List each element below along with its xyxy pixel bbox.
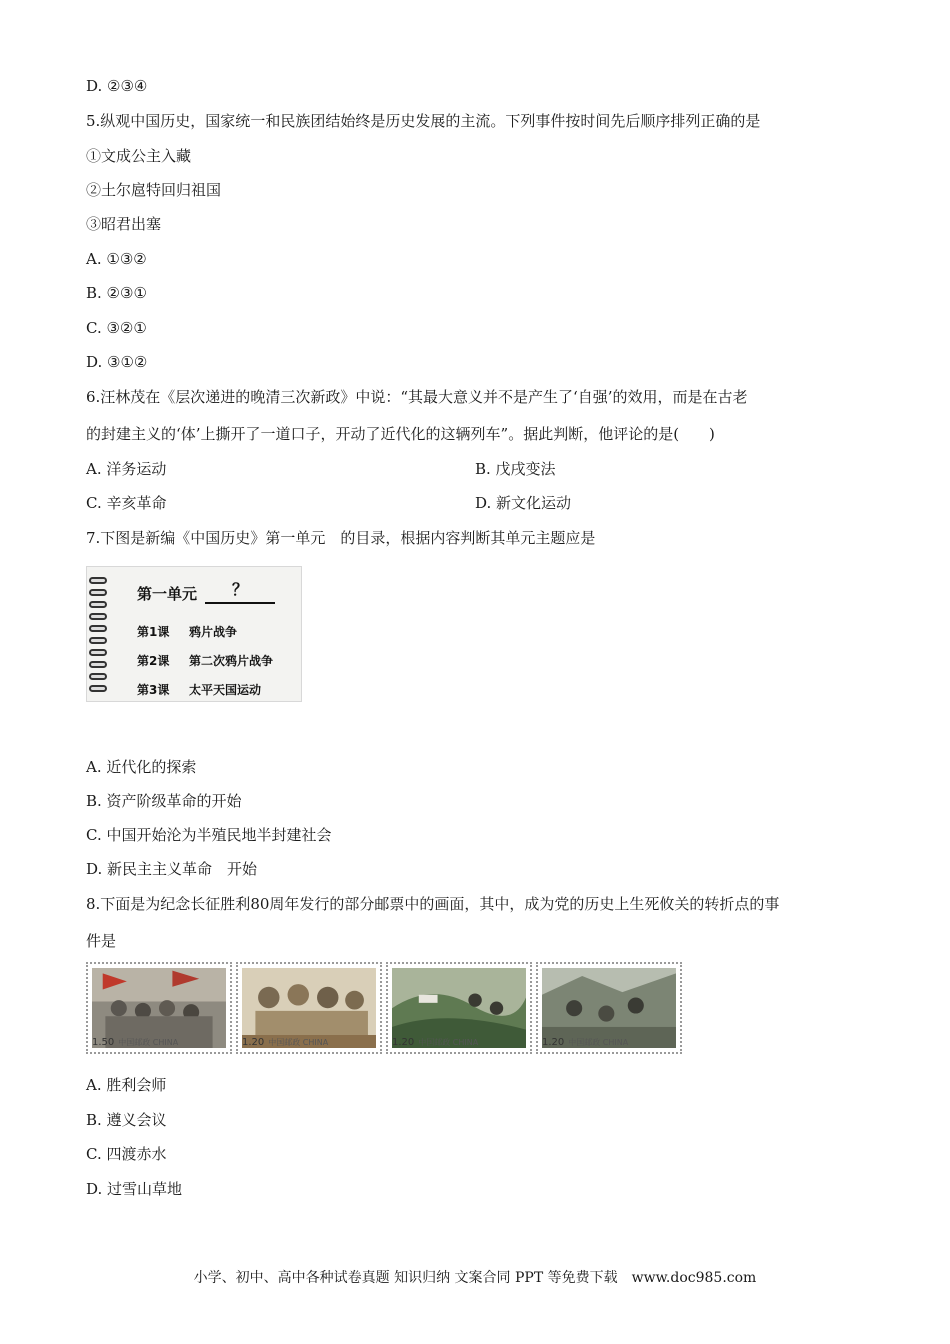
stamp-1-face: 1.50 中国邮政 CHINA bbox=[92, 1036, 179, 1048]
page-footer: 小学、初中、高中各种试卷真题 知识归纳 文案合同 PPT 等免费下载 www.doc985.com bbox=[193, 1270, 757, 1286]
q5-item-2: ②土尔扈特回归祖国 bbox=[86, 181, 222, 199]
q4-option-d: D. ②③④ bbox=[86, 77, 148, 95]
stamp-2 bbox=[236, 962, 382, 1054]
q5-stem: 5.纵观中国历史，国家统一和民族团结始终是历史发展的主流。下列事件按时间先后顺序排列正确的是 bbox=[86, 112, 761, 130]
q7-option-b: B. 资产阶级革命的开始 bbox=[86, 792, 242, 810]
q7-stem: 7.下图是新编《中国历史》第一单元 的目录，根据内容判断其单元主题应是 bbox=[86, 529, 596, 547]
textbook-contents-image bbox=[86, 566, 302, 702]
stamp-3-face: 1.20 中国邮政 CHINA bbox=[392, 1036, 479, 1048]
q5-option-a: A. ①③② bbox=[86, 250, 147, 268]
q8-option-a: A. 胜利会师 bbox=[86, 1076, 167, 1094]
q6-option-d: D. 新文化运动 bbox=[475, 494, 572, 512]
spiral-binding bbox=[89, 573, 109, 697]
textbook-lesson-3: 第3课 太平天国运动 bbox=[137, 683, 262, 697]
q6-option-b: B. 戊戌变法 bbox=[475, 460, 556, 478]
q6-option-a: A. 洋务运动 bbox=[86, 460, 167, 478]
q7-option-c: C. 中国开始沦为半殖民地半封建社会 bbox=[86, 826, 332, 844]
textbook-unit-title: 第一单元 bbox=[137, 585, 198, 603]
q5-option-c: C. ③②① bbox=[86, 319, 147, 337]
q5-item-1: ①文成公主入藏 bbox=[86, 147, 192, 165]
stamps-image bbox=[86, 962, 682, 1054]
stamp-3 bbox=[386, 962, 532, 1054]
textbook-lesson-2: 第2课 第二次鸦片战争 bbox=[137, 654, 274, 668]
q7-option-a: A. 近代化的探索 bbox=[86, 758, 197, 776]
q5-item-3: ③昭君出塞 bbox=[86, 215, 162, 233]
stamp-4 bbox=[536, 962, 682, 1054]
q8-option-b: B. 遵义会议 bbox=[86, 1111, 167, 1129]
q7-option-d: D. 新民主主义革命 开始 bbox=[86, 860, 258, 878]
q6-stem-line2: 的封建主义的‘体’上撕开了一道口子，开动了近代化的这辆列车”。据此判断，他评论的是( ) bbox=[86, 425, 715, 443]
q8-option-c: C. 四渡赤水 bbox=[86, 1145, 167, 1163]
q5-option-d: D. ③①② bbox=[86, 353, 148, 371]
q8-stem-line2: 件是 bbox=[86, 932, 117, 950]
q8-option-d: D. 过雪山草地 bbox=[86, 1180, 183, 1198]
stamp-2-face: 1.20 中国邮政 CHINA bbox=[242, 1036, 329, 1048]
stamp-4-face: 1.20 中国邮政 CHINA bbox=[542, 1036, 629, 1048]
q5-option-b: B. ②③① bbox=[86, 284, 147, 302]
textbook-lesson-1: 第1课 鸦片战争 bbox=[137, 625, 238, 639]
q6-stem-line1: 6.汪林茂在《层次递进的晚清三次新政》中说：“其最大意义并不是产生了‘自强’的效用，而是在古老 bbox=[86, 388, 748, 406]
stamp-1 bbox=[86, 962, 232, 1054]
q6-option-c: C. 辛亥革命 bbox=[86, 494, 167, 512]
textbook-unknown-theme: ？ bbox=[205, 577, 275, 604]
q8-stem-line1: 8.下面是为纪念长征胜利80周年发行的部分邮票中的画面，其中，成为党的历史上生死攸关的转折点的事 bbox=[86, 895, 780, 913]
